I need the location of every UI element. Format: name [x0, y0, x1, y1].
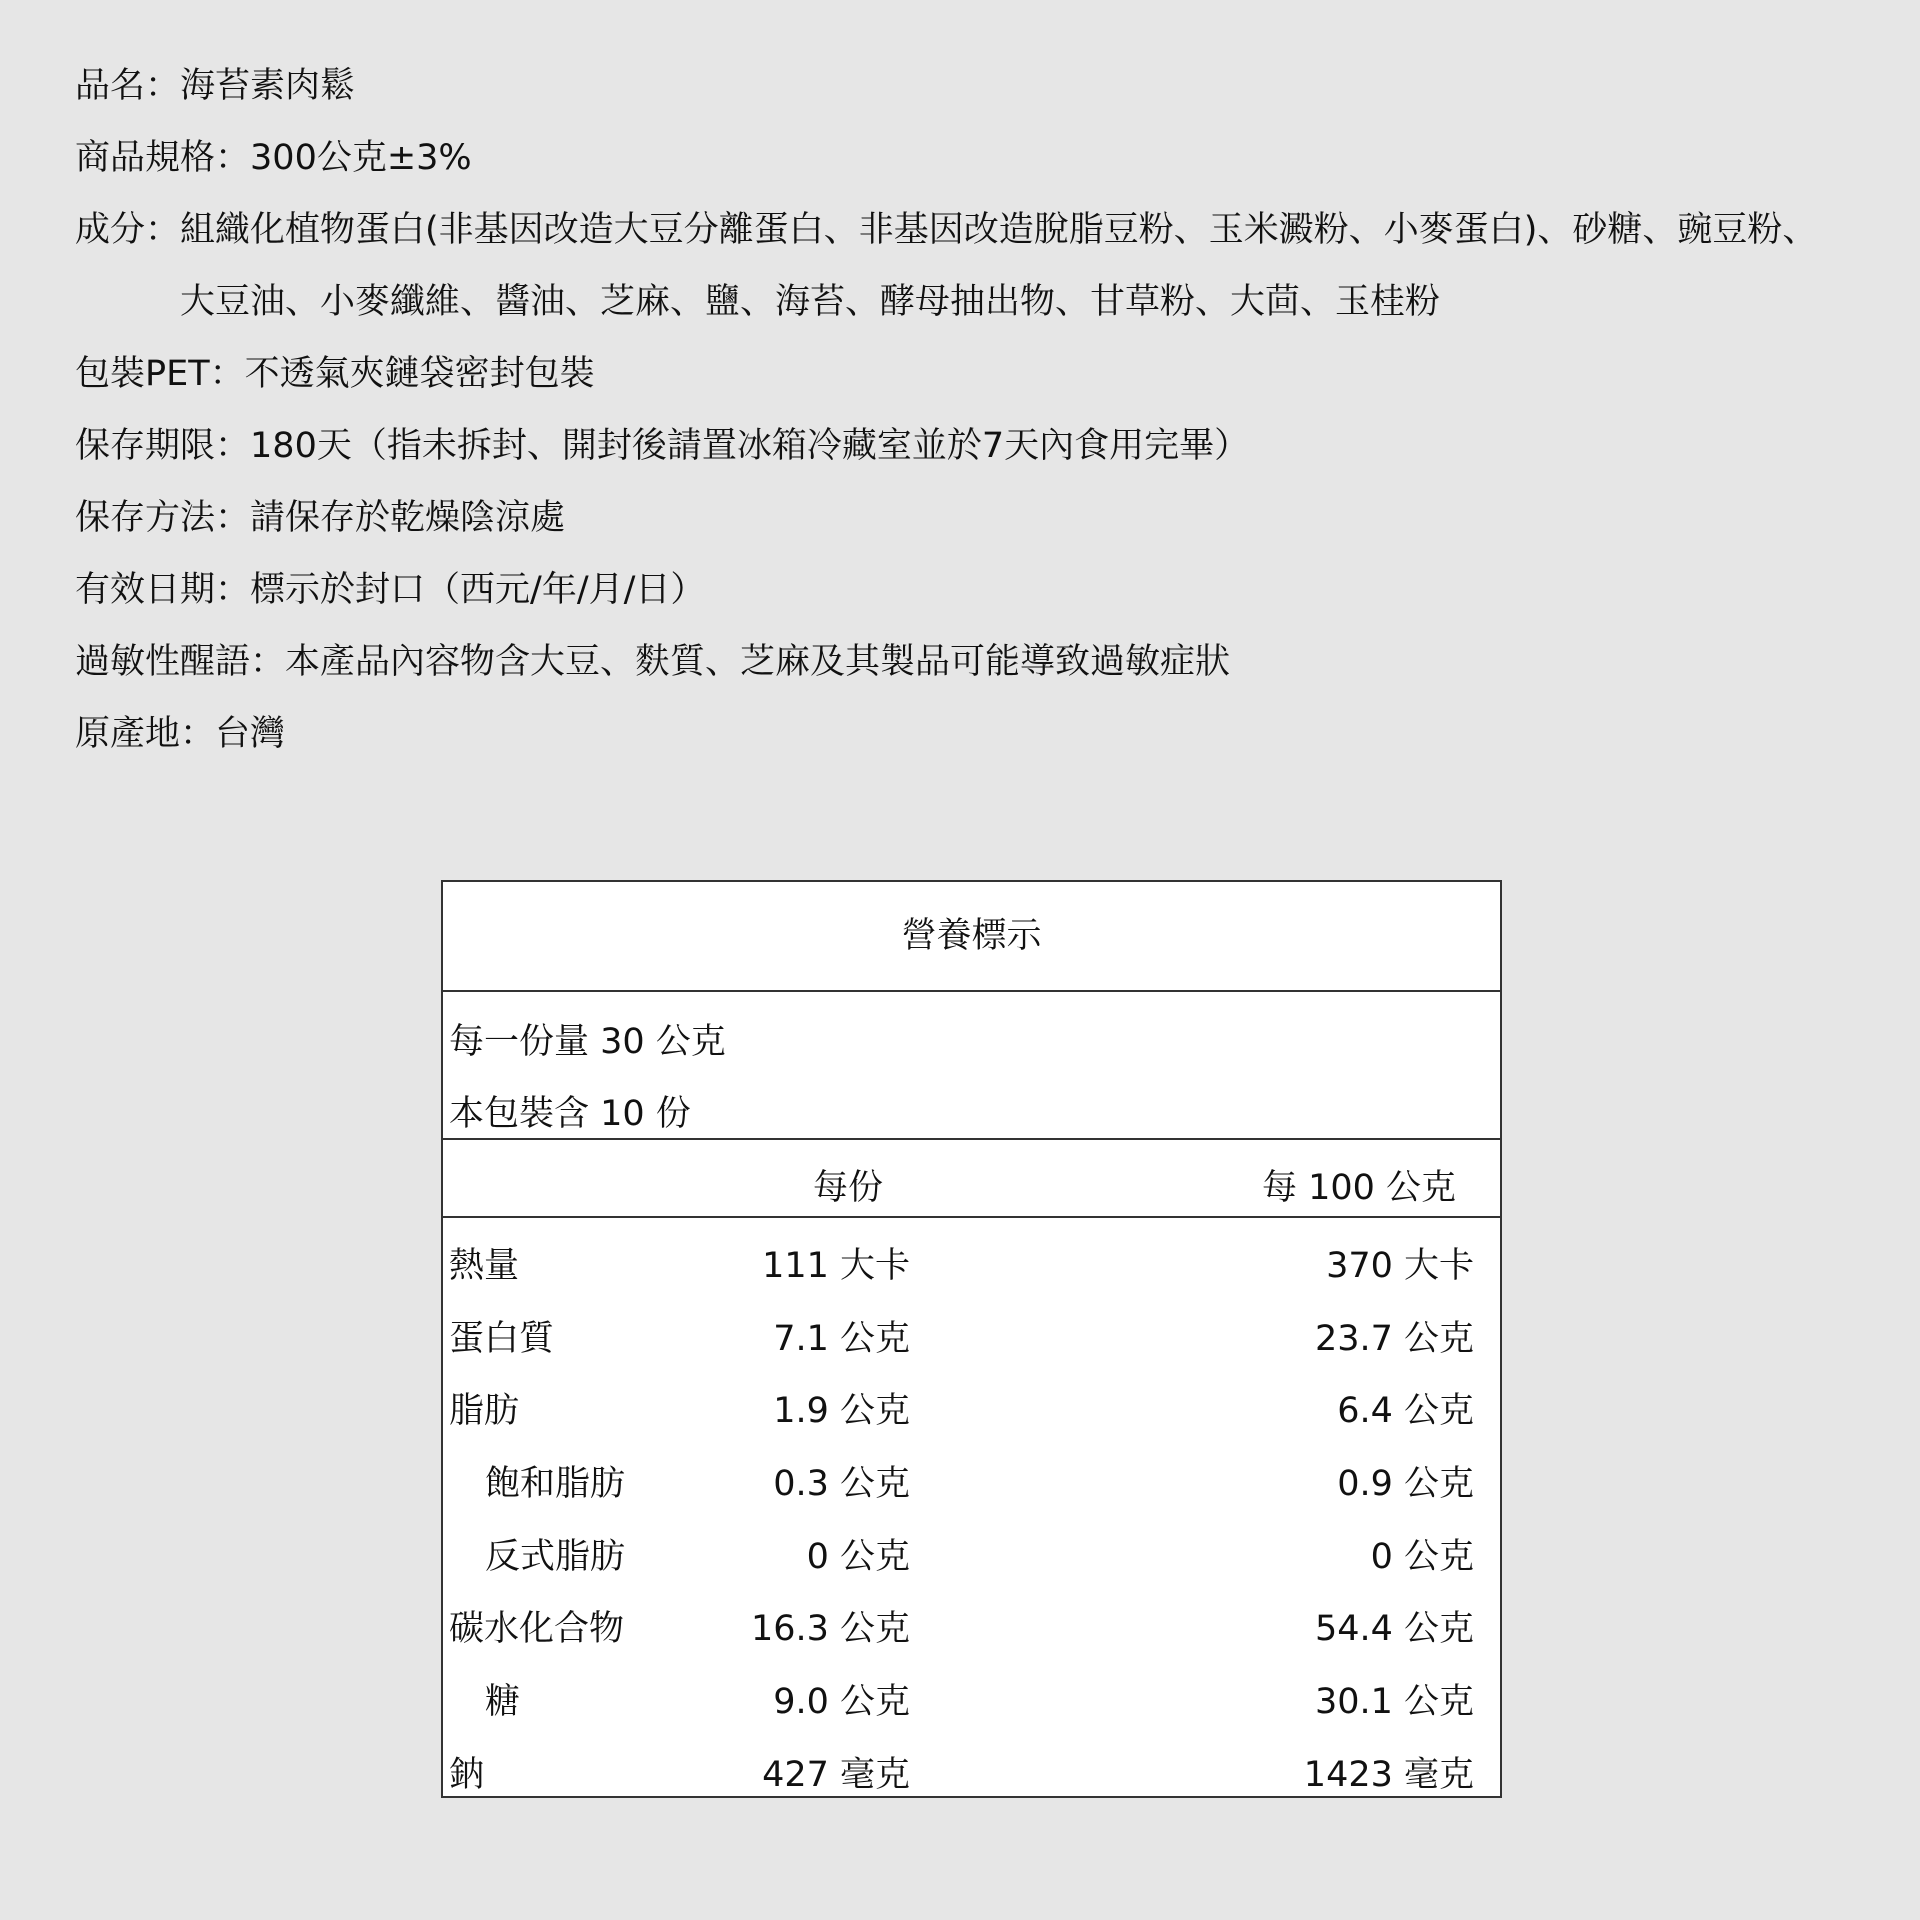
expiry-sep: ：	[215, 570, 251, 610]
nutrient-row-saturated-fat	[443, 1446, 1500, 1519]
spec-label: 商品規格	[75, 138, 216, 178]
ingredients-value	[180, 194, 1860, 338]
packaging-row	[75, 338, 1875, 410]
spec-row	[75, 122, 1875, 194]
ingredients-line-2: 大豆油、小麥纖維、醬油、芝麻、鹽、海苔、酵母抽出物、甘草粉、大茴、玉桂粉	[180, 282, 1441, 322]
product-name-row	[75, 50, 1875, 122]
nutrient-per-serving: 9.0 公克	[773, 1682, 910, 1723]
nutrient-per-100g: 370 大卡	[1326, 1246, 1474, 1286]
nutrition-title: 營養標示	[901, 916, 1042, 956]
nutrition-column-header	[443, 1140, 1500, 1218]
nutrient-per-serving: 7.1 公克	[773, 1318, 910, 1359]
product-name-label: 品名	[75, 66, 146, 106]
origin-row	[75, 698, 1875, 770]
allergen-row	[75, 626, 1875, 698]
nutrient-row-fat	[443, 1373, 1500, 1446]
expiry-row	[75, 554, 1875, 626]
nutrient-per-100g: 6.4 公克	[1337, 1391, 1474, 1432]
shelf-life-row	[75, 410, 1875, 482]
storage-value: 請保存於乾燥陰涼處	[250, 498, 566, 538]
origin-value: 台灣	[215, 714, 286, 754]
storage-row	[75, 482, 1875, 554]
expiry-label: 有效日期	[75, 570, 216, 610]
nutrient-name: 蛋白質	[449, 1318, 555, 1359]
nutrient-per-serving: 427 毫克	[762, 1754, 910, 1795]
origin-label: 原產地	[75, 714, 181, 754]
nutrient-per-100g: 54.4 公克	[1314, 1609, 1474, 1650]
nutrient-per-100g: 1423 毫克	[1303, 1754, 1474, 1795]
nutrient-name: 反式脂肪	[485, 1536, 626, 1577]
ingredients-label: 成分	[75, 210, 146, 250]
serving-size: 每一份量 30 公克	[449, 1022, 726, 1062]
nutrient-per-serving: 111 大卡	[762, 1246, 910, 1286]
product-info	[75, 50, 1875, 770]
nutrition-title-cell	[443, 882, 1500, 992]
nutrient-row-sugar	[443, 1664, 1500, 1737]
product-name-sep: ：	[145, 66, 181, 106]
nutrient-per-100g: 0.9 公克	[1337, 1464, 1474, 1505]
nutrient-name: 糖	[485, 1682, 521, 1723]
expiry-value: 標示於封口（西元/年/月/日）	[250, 570, 706, 610]
ingredients-row	[75, 194, 1875, 338]
servings-per-pack: 本包裝含 10 份	[449, 1094, 691, 1134]
nutrient-row-sodium	[443, 1737, 1500, 1810]
nutrient-per-serving: 0.3 公克	[773, 1464, 910, 1505]
nutrition-rows	[443, 1218, 1500, 1810]
col-per-serving: 每份	[813, 1168, 884, 1208]
spec-value: 300公克±3%	[250, 138, 472, 178]
packaging-label: 包裝PET	[75, 354, 210, 394]
nutrient-row-energy	[443, 1228, 1500, 1301]
storage-label: 保存方法	[75, 498, 216, 538]
nutrient-per-serving: 16.3 公克	[750, 1609, 910, 1650]
ingredients-line-1: 組織化植物蛋白(非基因改造大豆分離蛋白、非基因改造脫脂豆粉、玉米澱粉、小麥蛋白)、砂糖、豌豆粉、	[180, 210, 1818, 250]
nutrient-per-serving: 1.9 公克	[773, 1391, 910, 1432]
packaging-value: 不透氣夾鏈袋密封包裝	[244, 354, 595, 394]
shelf-life-sep: ：	[215, 426, 251, 466]
packaging-sep: ：	[209, 354, 245, 394]
nutrient-per-100g: 23.7 公克	[1314, 1318, 1474, 1359]
nutrient-name: 鈉	[449, 1754, 485, 1795]
allergen-value: 本產品內容物含大豆、麩質、芝麻及其製品可能導致過敏症狀	[285, 642, 1231, 682]
serving-info	[443, 992, 1500, 1140]
spec-sep: ：	[215, 138, 251, 178]
col-per-100g: 每 100 公克	[1262, 1168, 1457, 1208]
allergen-label: 過敏性醒語	[75, 642, 251, 682]
nutrient-name: 熱量	[449, 1246, 520, 1286]
nutrient-name: 脂肪	[449, 1391, 520, 1432]
nutrient-row-trans-fat	[443, 1519, 1500, 1592]
nutrient-row-carbohydrate	[443, 1591, 1500, 1664]
storage-sep: ：	[215, 498, 251, 538]
origin-sep: ：	[180, 714, 216, 754]
nutrient-name: 碳水化合物	[449, 1609, 625, 1650]
shelf-life-label: 保存期限	[75, 426, 216, 466]
ingredients-sep: ：	[145, 210, 181, 250]
product-name-value: 海苔素肉鬆	[180, 66, 356, 106]
nutrient-per-serving: 0 公克	[806, 1536, 910, 1577]
nutrient-per-100g: 30.1 公克	[1314, 1682, 1474, 1723]
allergen-sep: ：	[250, 642, 286, 682]
nutrient-row-protein	[443, 1301, 1500, 1374]
shelf-life-value: 180天（指未拆封、開封後請置冰箱冷藏室並於7天內食用完畢）	[250, 426, 1250, 466]
nutrition-table	[441, 880, 1502, 1798]
nutrient-name: 飽和脂肪	[485, 1464, 626, 1505]
nutrient-per-100g: 0 公克	[1370, 1536, 1474, 1577]
